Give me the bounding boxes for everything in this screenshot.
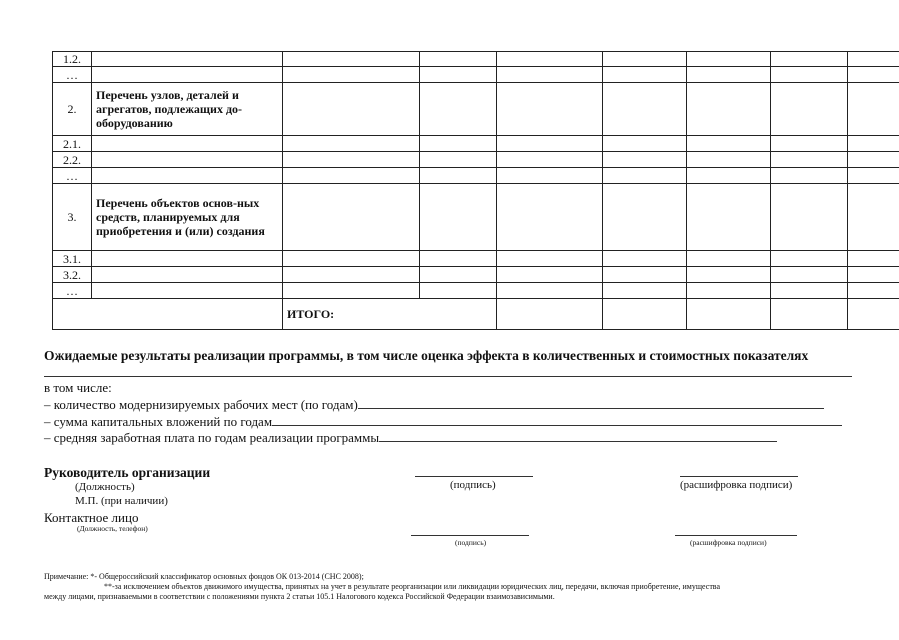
table-cell[interactable] bbox=[687, 251, 771, 267]
table-cell[interactable] bbox=[420, 283, 497, 299]
table-cell[interactable] bbox=[687, 267, 771, 283]
investments-blank[interactable] bbox=[272, 413, 842, 426]
row-number: 2.2. bbox=[53, 152, 92, 168]
table-cell[interactable] bbox=[603, 184, 687, 251]
row-name bbox=[92, 251, 283, 267]
table-cell[interactable] bbox=[497, 52, 603, 67]
table-cell[interactable] bbox=[283, 67, 420, 83]
total-empty-cell bbox=[53, 299, 283, 330]
total-cell[interactable] bbox=[497, 299, 603, 330]
table-row bbox=[53, 267, 899, 283]
row-name bbox=[92, 152, 283, 168]
table-cell[interactable] bbox=[848, 267, 899, 283]
salary-blank[interactable] bbox=[379, 429, 777, 442]
including-label: в том числе: bbox=[44, 380, 112, 395]
table-cell[interactable] bbox=[687, 184, 771, 251]
table-cell[interactable] bbox=[420, 184, 497, 251]
program-table bbox=[52, 51, 899, 330]
table-row bbox=[53, 52, 899, 67]
table-cell[interactable] bbox=[497, 251, 603, 267]
table-cell[interactable] bbox=[420, 136, 497, 152]
contact-signature-hint: (подпись) bbox=[455, 538, 487, 547]
row-name: Перечень объектов основ-ных средств, планируемых для приобретения и (или) создания bbox=[92, 184, 283, 251]
note-line-2: **-за исключением объектов движимого имущества, принятых на учет в результате реорганизации или ликвидации юридических лиц, передачи, включая приобретение, имущества bbox=[104, 582, 721, 591]
signature-hint: (подпись) bbox=[450, 479, 496, 491]
table-cell[interactable] bbox=[283, 267, 420, 283]
table-cell[interactable] bbox=[687, 52, 771, 67]
row-name: Перечень узлов, деталей и агрегатов, подлежащих до-оборудованию bbox=[92, 83, 283, 136]
contact-signature-line[interactable] bbox=[411, 535, 529, 536]
results-underline bbox=[44, 376, 852, 377]
table-cell[interactable] bbox=[771, 152, 848, 168]
table-cell[interactable] bbox=[603, 52, 687, 67]
table-cell[interactable] bbox=[497, 136, 603, 152]
row-number: 3.1. bbox=[53, 251, 92, 267]
table-cell[interactable] bbox=[848, 152, 899, 168]
table-cell[interactable] bbox=[603, 136, 687, 152]
table-cell[interactable] bbox=[283, 136, 420, 152]
table-cell[interactable] bbox=[687, 67, 771, 83]
table-row bbox=[53, 136, 899, 152]
table-cell[interactable] bbox=[497, 67, 603, 83]
table-cell[interactable] bbox=[283, 283, 420, 299]
row-name bbox=[92, 283, 283, 299]
head-title: Руководитель организации bbox=[44, 465, 211, 480]
total-cell[interactable] bbox=[603, 299, 687, 330]
signature-line[interactable] bbox=[415, 476, 533, 477]
table-cell[interactable] bbox=[497, 283, 603, 299]
decode-line[interactable] bbox=[680, 476, 798, 477]
table-cell[interactable] bbox=[771, 52, 848, 67]
row-number: 2.1. bbox=[53, 136, 92, 152]
row-number: … bbox=[53, 283, 92, 299]
note-line-3: между лицами, признаваемыми в соответствии с положениями пункта 2 статьи 105.1 Налогового кодекса Российской Федерации взаимозависимыми. bbox=[44, 592, 555, 601]
table-row bbox=[53, 251, 899, 267]
table-cell[interactable] bbox=[420, 67, 497, 83]
row-name bbox=[92, 136, 283, 152]
table-cell[interactable] bbox=[848, 283, 899, 299]
table-row bbox=[53, 83, 899, 136]
row-name bbox=[92, 267, 283, 283]
decode-hint: (расшифровка подписи) bbox=[680, 479, 793, 491]
row-name bbox=[92, 168, 283, 184]
row-number: 2. bbox=[53, 83, 92, 136]
total-cell[interactable] bbox=[687, 299, 771, 330]
table-cell[interactable] bbox=[283, 52, 420, 67]
table-row bbox=[53, 168, 899, 184]
position-hint: (Должность) bbox=[75, 481, 135, 493]
table-cell[interactable] bbox=[283, 152, 420, 168]
salary-line: – средняя заработная плата по годам реализации программы bbox=[44, 429, 777, 446]
table-row bbox=[53, 67, 899, 83]
row-number: … bbox=[53, 168, 92, 184]
workplaces-blank[interactable] bbox=[358, 396, 824, 409]
total-row bbox=[53, 299, 899, 330]
contact-decode-line[interactable] bbox=[675, 535, 797, 536]
contact-decode-hint: (расшифровка подписи) bbox=[690, 538, 767, 547]
table-cell[interactable] bbox=[497, 267, 603, 283]
table-cell[interactable] bbox=[848, 83, 899, 136]
row-number: 3. bbox=[53, 184, 92, 251]
table-cell[interactable] bbox=[848, 136, 899, 152]
table-row bbox=[53, 184, 899, 251]
table-cell[interactable] bbox=[497, 152, 603, 168]
table-cell[interactable] bbox=[771, 184, 848, 251]
table-cell[interactable] bbox=[497, 83, 603, 136]
table-cell[interactable] bbox=[771, 136, 848, 152]
table-row bbox=[53, 283, 899, 299]
table-cell[interactable] bbox=[283, 251, 420, 267]
table-cell[interactable] bbox=[687, 152, 771, 168]
table-cell[interactable] bbox=[283, 83, 420, 136]
total-label: ИТОГО: bbox=[283, 299, 497, 330]
table-cell[interactable] bbox=[603, 83, 687, 136]
row-number: 1.2. bbox=[53, 52, 92, 67]
table-cell[interactable] bbox=[420, 52, 497, 67]
investments-line: – сумма капитальных вложений по годам bbox=[44, 413, 842, 430]
table-cell[interactable] bbox=[603, 283, 687, 299]
row-number: … bbox=[53, 67, 92, 83]
table-cell[interactable] bbox=[687, 283, 771, 299]
table-cell[interactable] bbox=[420, 251, 497, 267]
table-cell[interactable] bbox=[420, 168, 497, 184]
table-cell[interactable] bbox=[771, 283, 848, 299]
workplaces-line: – количество модернизируемых рабочих мест (по годам) bbox=[44, 396, 824, 413]
table-cell[interactable] bbox=[771, 83, 848, 136]
table-cell[interactable] bbox=[848, 251, 899, 267]
table-cell[interactable] bbox=[420, 83, 497, 136]
table-cell[interactable] bbox=[771, 267, 848, 283]
contact-hint: (Должность, телефон) bbox=[77, 524, 148, 533]
table-cell[interactable] bbox=[603, 152, 687, 168]
table-cell[interactable] bbox=[497, 184, 603, 251]
table-cell[interactable] bbox=[848, 67, 899, 83]
contact-title: Контактное лицо bbox=[44, 510, 139, 525]
table-cell[interactable] bbox=[283, 168, 420, 184]
table-cell[interactable] bbox=[497, 168, 603, 184]
table-cell[interactable] bbox=[603, 67, 687, 83]
table-cell[interactable] bbox=[848, 168, 899, 184]
table-cell[interactable] bbox=[687, 168, 771, 184]
stamp-hint: М.П. (при наличии) bbox=[75, 495, 168, 507]
table-cell[interactable] bbox=[771, 67, 848, 83]
table-cell[interactable] bbox=[848, 184, 899, 251]
row-number: 3.2. bbox=[53, 267, 92, 283]
table-cell[interactable] bbox=[771, 251, 848, 267]
table-cell[interactable] bbox=[687, 136, 771, 152]
table-cell[interactable] bbox=[603, 267, 687, 283]
row-name bbox=[92, 52, 283, 67]
table-cell[interactable] bbox=[420, 267, 497, 283]
total-cell[interactable] bbox=[771, 299, 848, 330]
total-cell[interactable] bbox=[848, 299, 899, 330]
table-cell[interactable] bbox=[603, 251, 687, 267]
results-heading: Ожидаемые результаты реализации программы, в том числе оценка эффекта в количественных и стоимостных показателях bbox=[44, 348, 809, 363]
table-cell[interactable] bbox=[283, 184, 420, 251]
row-name bbox=[92, 67, 283, 83]
table-cell[interactable] bbox=[603, 168, 687, 184]
note-line-1: Примечание: *- Общероссийский классификатор основных фондов ОК 013-2014 (СНС 2008); bbox=[44, 572, 364, 581]
table-row bbox=[53, 152, 899, 168]
table-cell[interactable] bbox=[420, 152, 497, 168]
table-cell[interactable] bbox=[848, 52, 899, 67]
table-cell[interactable] bbox=[771, 168, 848, 184]
table-cell[interactable] bbox=[687, 83, 771, 136]
